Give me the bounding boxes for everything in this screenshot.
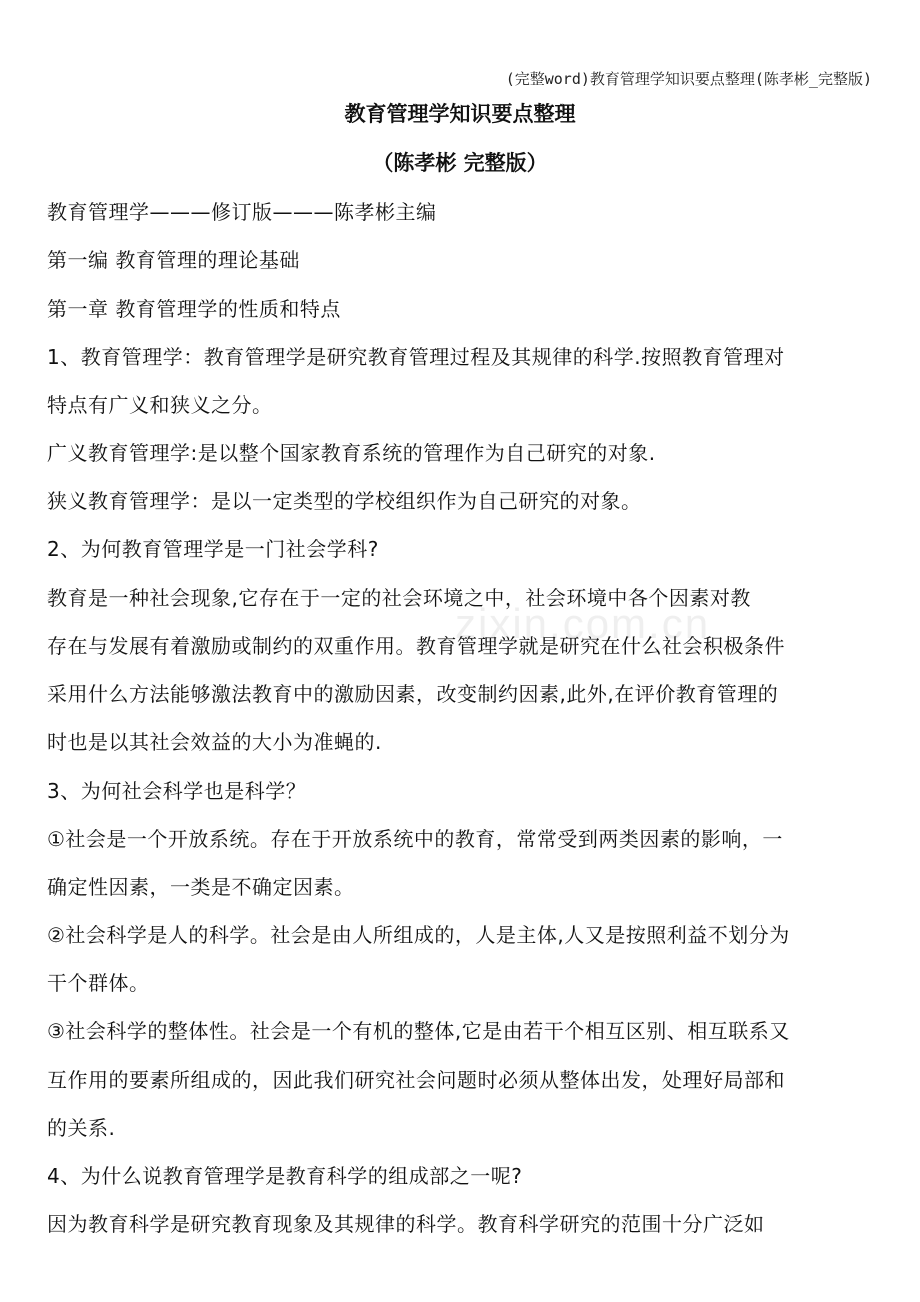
question-heading: 2、为何教育管理学是一门社会学科? (47, 537, 379, 561)
document-subtitle: （陈孝彬 完整版） (372, 151, 548, 175)
text-line: 干个群体。 (47, 971, 150, 995)
text-line: 存在与发展有着激励或制约的双重作用。教育管理学就是研究在什么社会积极条件 (47, 634, 785, 658)
text-line: 时也是以其社会效益的大小为准蝇的. (47, 730, 382, 754)
text-line: 因为教育科学是研究教育现象及其规律的科学。教育科学研究的范围十分广泛如 (47, 1212, 765, 1236)
text-line: 互作用的要素所组成的，因此我们研究社会问题时必须从整体出发，处理好局部和 (47, 1068, 785, 1092)
document-title: 教育管理学知识要点整理 (344, 102, 576, 126)
text-line: 狭义教育管理学：是以一定类型的学校组织作为自己研究的对象。 (47, 489, 642, 513)
text-line: 广义教育管理学:是以整个国家教育系统的管理作为自己研究的对象. (47, 441, 656, 465)
text-line: 的关系. (47, 1116, 116, 1140)
text-line: 采用什么方法能够激法教育中的激励因素，改变制约因素,此外,在评价教育管理的 (47, 682, 779, 706)
text-line: ①社会是一个开放系统。存在于开放系统中的教育，常常受到两类因素的影响，一 (47, 827, 783, 851)
chapter-heading: 第一章 教育管理学的性质和特点 (47, 297, 341, 321)
text-line: 确定性因素，一类是不确定因素。 (47, 875, 355, 899)
section-heading: 第一编 教育管理的理论基础 (47, 248, 300, 272)
question-heading: 4、为什么说教育管理学是教育科学的组成部之一呢? (47, 1164, 523, 1188)
text-line: ②社会科学是人的科学。社会是由人所组成的，人是主体,人又是按照利益不划分为 (47, 923, 790, 947)
text-line: ③社会科学的整体性。社会是一个有机的整体,它是由若干个相互区别、相互联系又 (47, 1019, 790, 1043)
question-heading: 3、为何社会科学也是科学？ (47, 779, 307, 803)
text-line: 教育管理学———修订版———陈孝彬主编 (47, 200, 437, 224)
text-line: 特点有广义和狭义之分。 (47, 393, 273, 417)
text-line: 1、教育管理学：教育管理学是研究教育管理过程及其规律的科学.按照教育管理对 (47, 345, 785, 369)
watermark: zixin.com.cn (455, 600, 711, 647)
running-header: (完整word)教育管理学知识要点整理(陈孝彬_完整版) (505, 70, 872, 88)
text-line: 教育是一种社会现象,它存在于一定的社会环境之中，社会环境中各个因素对教 (47, 586, 751, 610)
